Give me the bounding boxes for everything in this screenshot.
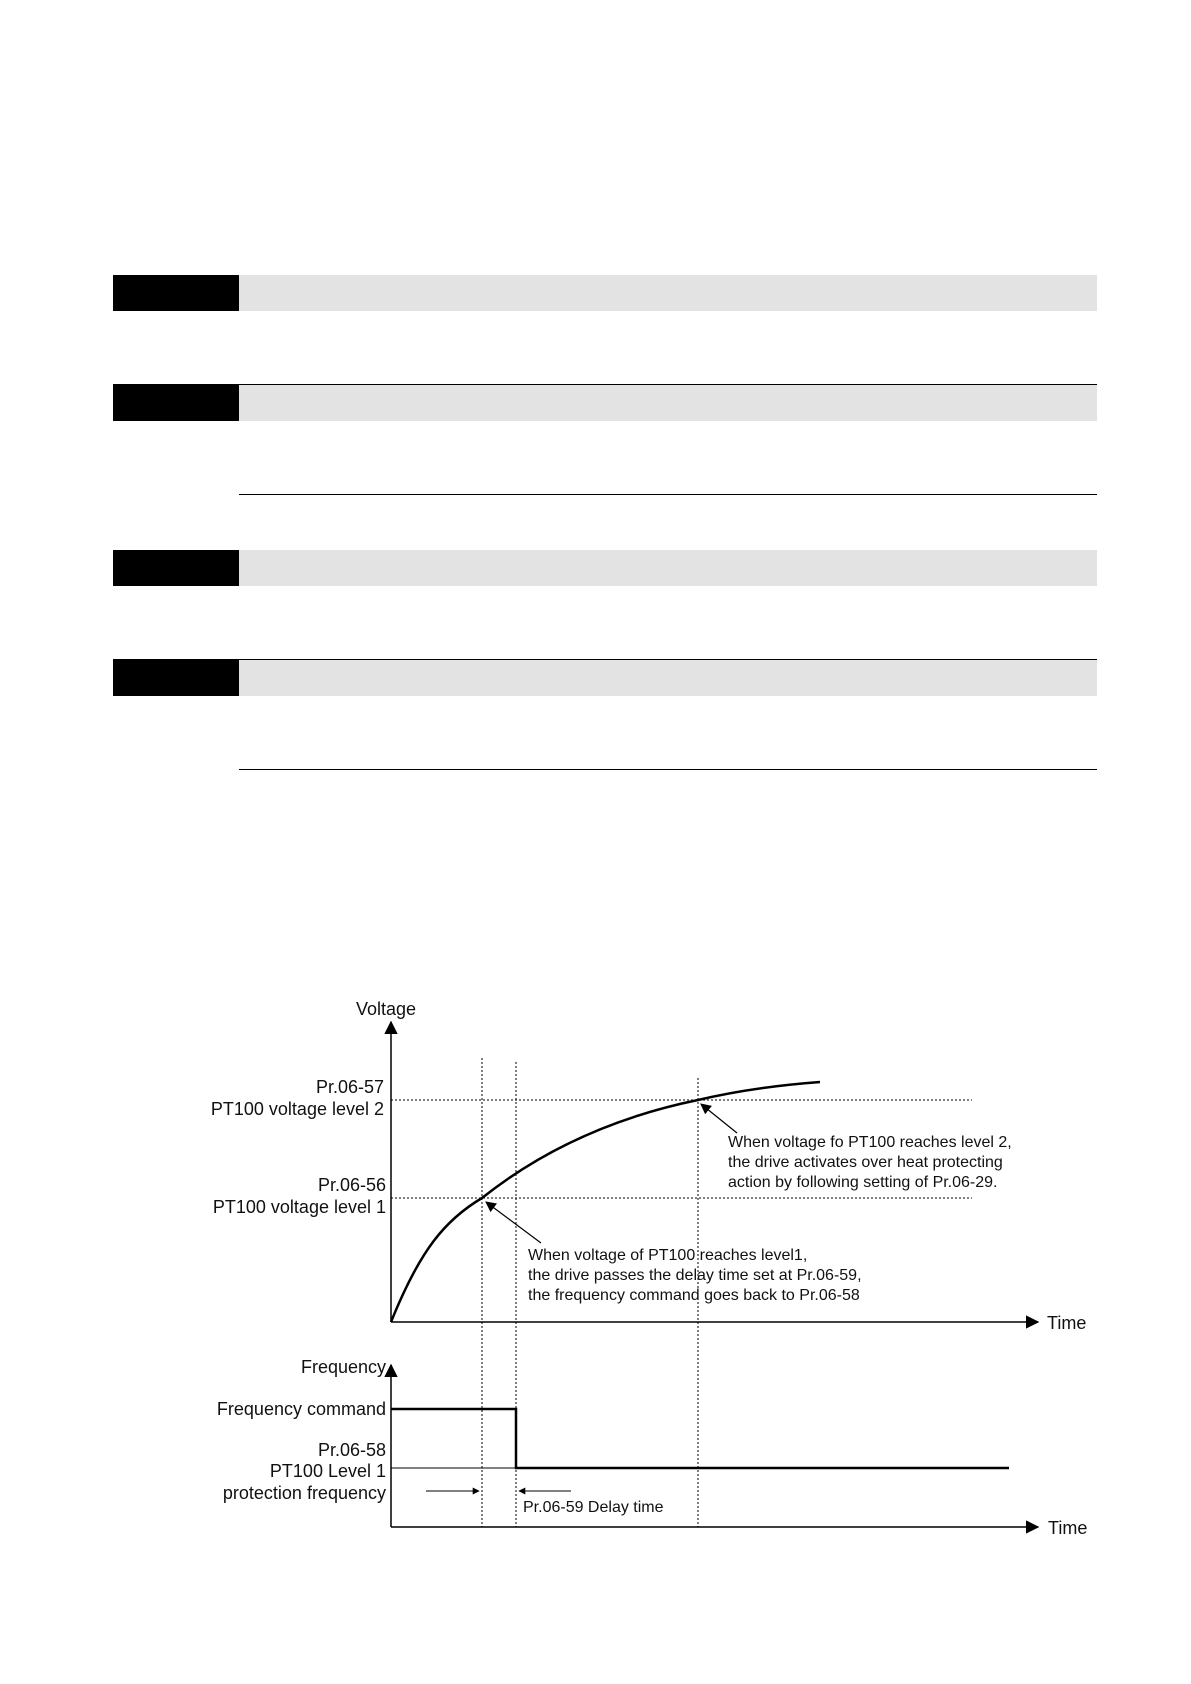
level2-param-label: Pr.06-57: [315, 1077, 384, 1097]
time-axis-label-top: Time: [1047, 1313, 1087, 1333]
time-axis-label-bottom: Time: [1048, 1518, 1088, 1538]
frequency-command-label: Frequency command: [216, 1399, 386, 1419]
delay-time-label: Pr.06-59 Delay time: [523, 1499, 664, 1516]
frequency-axis-label: Frequency: [300, 1357, 386, 1377]
level2-annotation-line: the drive activates over heat protecting: [728, 1154, 1003, 1171]
level1-annotation-line: When voltage of PT100 reaches level1,: [528, 1247, 808, 1264]
level1-name-label: PT100 voltage level 1: [212, 1197, 386, 1217]
voltage-axis-label: Voltage: [356, 999, 417, 1019]
frequency-step-line: [391, 1409, 1009, 1468]
level1-annotation-line: the frequency command goes back to Pr.06-58: [528, 1287, 860, 1304]
voltage-curve: [391, 1082, 820, 1322]
level2-annotation-arrow: [701, 1104, 737, 1133]
level2-name-label: PT100 voltage level 2: [210, 1099, 384, 1119]
level2-annotation-line: When voltage fo PT100 reaches level 2,: [728, 1134, 1012, 1151]
protect-line1-label: PT100 Level 1: [269, 1461, 386, 1481]
level1-param-label: Pr.06-56: [317, 1175, 386, 1195]
protect-line2-label: protection frequency: [222, 1483, 386, 1503]
level1-annotation-arrow: [486, 1202, 541, 1243]
protect-param-label: Pr.06-58: [317, 1440, 386, 1460]
level1-annotation-line: the drive passes the delay time set at Pr.06-59,: [528, 1267, 862, 1284]
level2-annotation-line: action by following setting of Pr.06-29.: [728, 1174, 998, 1191]
